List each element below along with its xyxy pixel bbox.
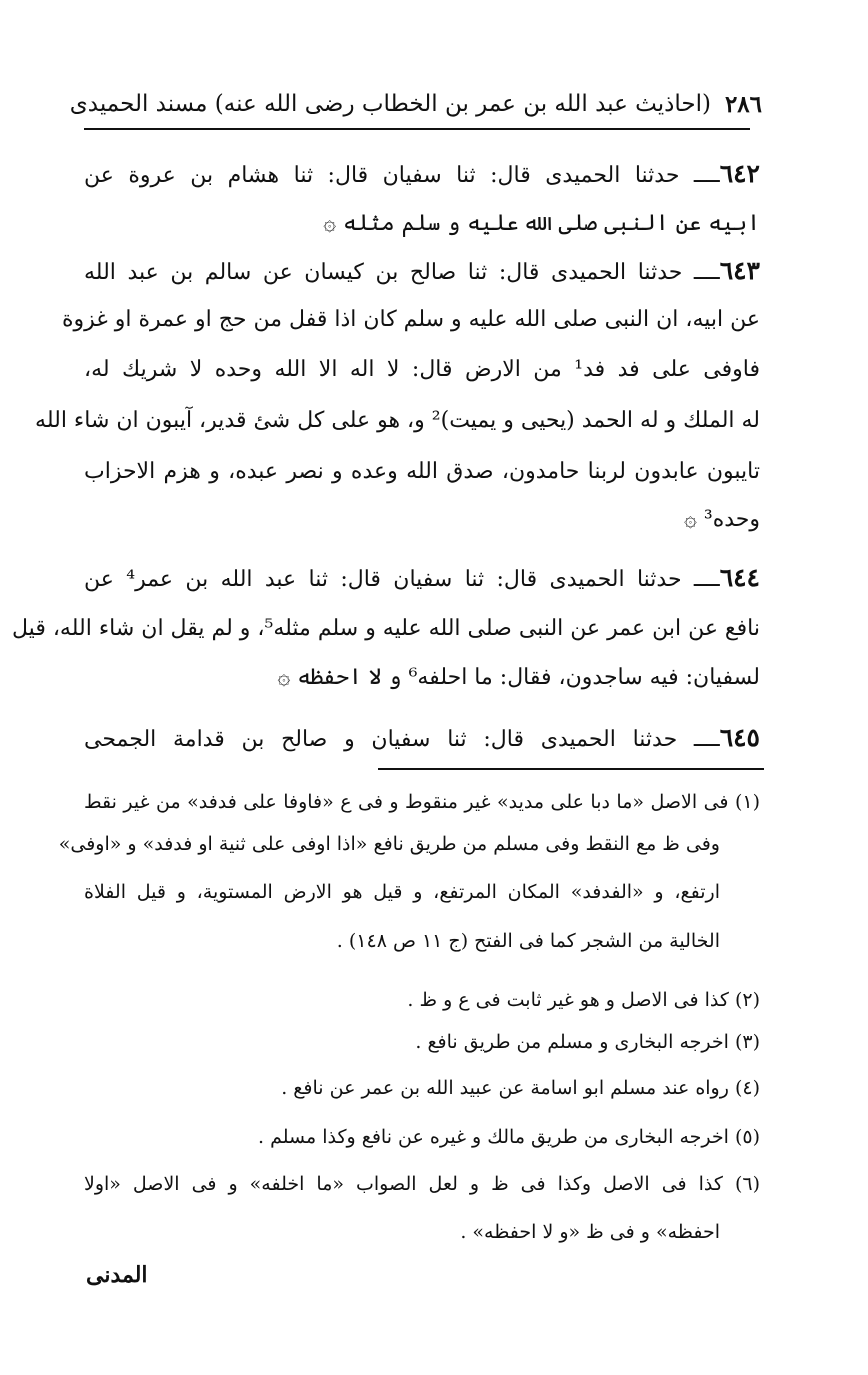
footnote-divider bbox=[378, 768, 764, 770]
header-divider bbox=[84, 128, 750, 130]
footnote-1-line-4: الخالية من الشجر كما فى الفتح (ج ١١ ص ١٤٨) . bbox=[336, 930, 720, 952]
footnote-3: (٣) اخرجه البخارى و مسلم من طريق نافع . bbox=[415, 1031, 760, 1053]
footnote-6-line-1: (٦) كذا فى الاصل وكذا فى ظ و لعل الصواب «ما اخلفه» و فى الاصل «اولا bbox=[84, 1173, 760, 1195]
footnote-1-line-3: ارتفع، و «الفدفد» المكان المرتفع، و قيل هو الارض المستوية، و قيل الفلاة bbox=[84, 881, 720, 903]
page-header bbox=[69, 84, 762, 124]
hadith-644-line-2: نافع عن ابن عمر عن النبى صلى الله عليه و سلم مثله⁵، و لم يقل ان شاء الله، قيل bbox=[12, 616, 760, 641]
hadith-text: ــــ حدثنا الحميدى قال: ثنا سفيان قال: ثنا عبد الله بن عمر⁴ عن bbox=[84, 567, 720, 592]
page-number: ٢٨٦ bbox=[724, 90, 762, 118]
hadith-644-line-1 bbox=[84, 560, 760, 596]
footnote-5: (٥) اخرجه البخارى من طريق مالك و غيره عن نافع وكذا مسلم . bbox=[258, 1126, 760, 1148]
hadith-642-line-2: ابيه عن النبى صلى الله عليه و سلم مثله ۞ bbox=[323, 211, 760, 236]
footnote-2: (٢) كذا فى الاصل و هو غير ثابت فى ع و ظ . bbox=[407, 989, 760, 1011]
hadith-643-line-5: تايبون عابدون لربنا حامدون، صدق الله وعده و نصر عبده، و هزم الاحزاب bbox=[84, 459, 760, 484]
hadith-642-line-1 bbox=[84, 156, 760, 192]
footnote-6-line-2: احفظه» و فى ظ «و لا احفظه» . bbox=[460, 1221, 720, 1243]
hadith-number: ٦٤٤ bbox=[719, 563, 760, 592]
hadith-644-line-3: لسفيان: فيه ساجدون، فقال: ما احلفه⁶ و لا احفظه ۞ bbox=[277, 665, 760, 690]
hadith-number: ٦٤٣ bbox=[719, 256, 760, 285]
hadith-643-line-3: فاوفى على فد فد¹ من الارض قال: لا اله الا الله وحده لا شريك له، bbox=[84, 357, 761, 382]
hadith-643-line-6: وحده³ ۞ bbox=[683, 507, 760, 532]
hadith-text: ــــ حدثنا الحميدى قال: ثنا سفيان قال: ثنا هشام بن عروة عن bbox=[84, 163, 720, 188]
hadith-number: ٦٤٢ bbox=[719, 159, 760, 188]
footnote-4: (٤) رواه عند مسلم ابو اسامة عن عبيد الله بن عمر عن نافع . bbox=[281, 1077, 760, 1099]
hadith-643-line-1 bbox=[84, 253, 760, 289]
hadith-643-line-4: له الملك و له الحمد (يحيى و يميت)² و، هو على كل شئ قدير، آيبون ان شاء الله bbox=[35, 408, 760, 433]
hadith-text: ــــ حدثنا الحميدى قال: ثنا صالح بن كيسان عن سالم بن عبد الله bbox=[84, 260, 720, 285]
hadith-643-line-2: عن ابيه، ان النبى صلى الله عليه و سلم كان اذا قفل من حج او عمرة او غزوة bbox=[61, 307, 760, 332]
hadith-number: ٦٤٥ bbox=[719, 723, 760, 752]
footnote-1-line-1: (١) فى الاصل «ما دبا على مديد» غير منقوط و فى ع «فاوفا على فدفد» من غير نقط bbox=[84, 791, 760, 813]
hadith-text: ــــ حدثنا الحميدى قال: ثنا سفيان و صالح بن قدامة الجمحى bbox=[84, 727, 720, 752]
hadith-645-line-1 bbox=[84, 720, 760, 756]
footer-signature: المدنى bbox=[86, 1262, 148, 1288]
footnote-1-line-2: وفى ظ مع النقط وفى مسلم من طريق نافع «اذا اوفى على ثنية او فدفد» و «اوفى» bbox=[58, 833, 720, 855]
running-title: (احاذيث عبد الله بن عمر بن الخطاب رضى الله عنه) مسند الحميدى bbox=[69, 91, 711, 117]
